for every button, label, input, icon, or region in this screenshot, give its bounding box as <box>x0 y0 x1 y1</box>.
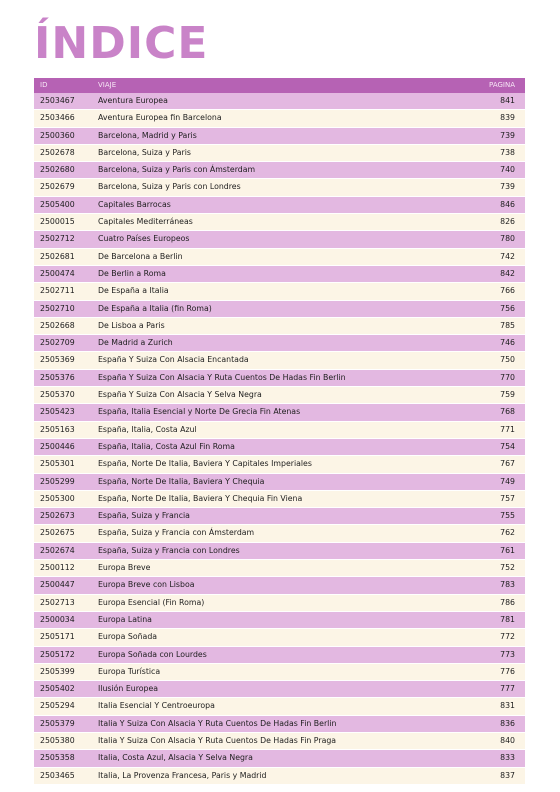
table-row <box>34 542 525 559</box>
row-page: 759 <box>455 387 525 404</box>
row-page: 777 <box>455 681 525 698</box>
row-id: 2505379 <box>34 715 98 732</box>
row-trip: Europa Esencial (Fin Roma) <box>98 594 455 611</box>
row-id: 2500474 <box>34 265 98 282</box>
row-id: 2505301 <box>34 456 98 473</box>
row-page: 750 <box>455 352 525 369</box>
table-row <box>34 335 525 352</box>
row-trip: España, Italia Esencial y Norte De Grecia Fin Atenas <box>98 404 455 421</box>
table-row <box>34 248 525 265</box>
table-row <box>34 473 525 490</box>
row-trip: España Y Suiza Con Alsacia Y Selva Negra <box>98 387 455 404</box>
row-trip: Italia, Costa Azul, Alsacia Y Selva Negra <box>98 750 455 767</box>
row-id: 2502712 <box>34 231 98 248</box>
row-id: 2505300 <box>34 490 98 507</box>
row-page: 770 <box>455 369 525 386</box>
row-id: 2502674 <box>34 542 98 559</box>
table-body <box>34 93 525 784</box>
row-trip: De Barcelona a Berlin <box>98 248 455 265</box>
row-id: 2505402 <box>34 681 98 698</box>
column-header-id: ID <box>34 78 98 93</box>
table-row <box>34 698 525 715</box>
row-id: 2500447 <box>34 577 98 594</box>
table-row <box>34 715 525 732</box>
row-trip: Europa Latina <box>98 611 455 628</box>
table-row <box>34 663 525 680</box>
row-page: 739 <box>455 179 525 196</box>
row-id: 2505399 <box>34 663 98 680</box>
row-id: 2502711 <box>34 283 98 300</box>
row-page: 840 <box>455 732 525 749</box>
row-trip: Cuatro Países Europeos <box>98 231 455 248</box>
row-id: 2500360 <box>34 127 98 144</box>
row-trip: España Y Suiza Con Alsacia Encantada <box>98 352 455 369</box>
row-page: 831 <box>455 698 525 715</box>
table-row <box>34 750 525 767</box>
table-row <box>34 179 525 196</box>
row-page: 740 <box>455 162 525 179</box>
row-id: 2505172 <box>34 646 98 663</box>
row-trip: Capitales Barrocas <box>98 196 455 213</box>
row-page: 772 <box>455 629 525 646</box>
row-trip: España, Suiza y Francia con Ámsterdam <box>98 525 455 542</box>
row-trip: Aventura Europea fin Barcelona <box>98 110 455 127</box>
row-page: 833 <box>455 750 525 767</box>
table-row <box>34 490 525 507</box>
row-trip: Aventura Europea <box>98 93 455 110</box>
table-row <box>34 352 525 369</box>
row-id: 2505376 <box>34 369 98 386</box>
row-id: 2505358 <box>34 750 98 767</box>
column-header-page: PAGINA <box>455 78 525 93</box>
table-row <box>34 611 525 628</box>
row-page: 742 <box>455 248 525 265</box>
row-page: 839 <box>455 110 525 127</box>
row-id: 2505163 <box>34 421 98 438</box>
table-row <box>34 646 525 663</box>
row-id: 2505370 <box>34 387 98 404</box>
row-trip: Italia Y Suiza Con Alsacia Y Ruta Cuentos De Hadas Fin Berlin <box>98 715 455 732</box>
table-row <box>34 369 525 386</box>
row-trip: España, Suiza y Francia <box>98 508 455 525</box>
row-page: 746 <box>455 335 525 352</box>
row-page: 752 <box>455 560 525 577</box>
table-row <box>34 577 525 594</box>
row-trip: Barcelona, Madrid y Paris <box>98 127 455 144</box>
row-page: 785 <box>455 317 525 334</box>
row-trip: Ilusión Europea <box>98 681 455 698</box>
row-page: 761 <box>455 542 525 559</box>
row-page: 836 <box>455 715 525 732</box>
row-trip: España, Norte De Italia, Baviera Y Chequia <box>98 473 455 490</box>
row-page: 771 <box>455 421 525 438</box>
row-id: 2505380 <box>34 732 98 749</box>
row-trip: España, Italia, Costa Azul Fin Roma <box>98 438 455 455</box>
table-row <box>34 421 525 438</box>
row-trip: De Lisboa a Paris <box>98 317 455 334</box>
table-row <box>34 300 525 317</box>
row-id: 2505294 <box>34 698 98 715</box>
table-row <box>34 231 525 248</box>
row-page: 768 <box>455 404 525 421</box>
row-id: 2502713 <box>34 594 98 611</box>
row-trip: Europa Breve con Lisboa <box>98 577 455 594</box>
row-trip: Europa Turística <box>98 663 455 680</box>
row-page: 749 <box>455 473 525 490</box>
row-id: 2500112 <box>34 560 98 577</box>
row-page: 841 <box>455 93 525 110</box>
row-trip: Italia, La Provenza Francesa, Paris y Madrid <box>98 767 455 784</box>
row-page: 837 <box>455 767 525 784</box>
row-trip: Barcelona, Suiza y Paris con Ámsterdam <box>98 162 455 179</box>
table-row <box>34 594 525 611</box>
row-page: 842 <box>455 265 525 282</box>
row-page: 846 <box>455 196 525 213</box>
row-trip: España, Suiza y Francia con Londres <box>98 542 455 559</box>
row-trip: Barcelona, Suiza y Paris con Londres <box>98 179 455 196</box>
row-id: 2502678 <box>34 144 98 161</box>
table-row <box>34 681 525 698</box>
row-page: 762 <box>455 525 525 542</box>
table-row <box>34 127 525 144</box>
row-id: 2502680 <box>34 162 98 179</box>
table-row <box>34 438 525 455</box>
row-page: 739 <box>455 127 525 144</box>
row-id: 2502710 <box>34 300 98 317</box>
row-page: 756 <box>455 300 525 317</box>
table-row <box>34 456 525 473</box>
index-table <box>34 78 525 785</box>
row-page: 757 <box>455 490 525 507</box>
row-id: 2502673 <box>34 508 98 525</box>
row-id: 2500015 <box>34 214 98 231</box>
table-row <box>34 144 525 161</box>
row-page: 754 <box>455 438 525 455</box>
row-page: 776 <box>455 663 525 680</box>
row-id: 2502709 <box>34 335 98 352</box>
row-page: 826 <box>455 214 525 231</box>
row-id: 2503467 <box>34 93 98 110</box>
row-trip: Italia Esencial Y Centroeuropa <box>98 698 455 715</box>
row-trip: De Berlin a Roma <box>98 265 455 282</box>
row-trip: Barcelona, Suiza y Paris <box>98 144 455 161</box>
table-row <box>34 560 525 577</box>
row-trip: De España a Italia <box>98 283 455 300</box>
row-trip: España, Norte De Italia, Baviera Y Capitales Imperiales <box>98 456 455 473</box>
row-page: 738 <box>455 144 525 161</box>
table-row <box>34 110 525 127</box>
row-id: 2505171 <box>34 629 98 646</box>
row-id: 2502679 <box>34 179 98 196</box>
row-trip: Italia Y Suiza Con Alsacia Y Ruta Cuentos De Hadas Fin Praga <box>98 732 455 749</box>
page-title: ÍNDICE <box>34 18 209 69</box>
row-id: 2505299 <box>34 473 98 490</box>
row-id: 2500034 <box>34 611 98 628</box>
table-row <box>34 732 525 749</box>
row-trip: España, Italia, Costa Azul <box>98 421 455 438</box>
row-id: 2502668 <box>34 317 98 334</box>
table-row <box>34 508 525 525</box>
table-row <box>34 214 525 231</box>
table-row <box>34 387 525 404</box>
row-trip: Europa Breve <box>98 560 455 577</box>
row-page: 781 <box>455 611 525 628</box>
table-row <box>34 265 525 282</box>
table-row <box>34 317 525 334</box>
row-trip: Europa Soñada con Lourdes <box>98 646 455 663</box>
table-row <box>34 162 525 179</box>
row-id: 2502675 <box>34 525 98 542</box>
row-page: 786 <box>455 594 525 611</box>
row-id: 2505400 <box>34 196 98 213</box>
row-page: 755 <box>455 508 525 525</box>
row-trip: España Y Suiza Con Alsacia Y Ruta Cuentos De Hadas Fin Berlin <box>98 369 455 386</box>
table-row <box>34 629 525 646</box>
row-page: 773 <box>455 646 525 663</box>
row-id: 2500446 <box>34 438 98 455</box>
row-page: 767 <box>455 456 525 473</box>
row-id: 2505369 <box>34 352 98 369</box>
row-trip: De Madrid a Zurich <box>98 335 455 352</box>
row-id: 2505423 <box>34 404 98 421</box>
row-page: 766 <box>455 283 525 300</box>
row-page: 780 <box>455 231 525 248</box>
row-id: 2503465 <box>34 767 98 784</box>
row-page: 783 <box>455 577 525 594</box>
table-row <box>34 767 525 784</box>
row-trip: De España a Italia (fin Roma) <box>98 300 455 317</box>
column-header-trip: VIAJE <box>98 78 455 93</box>
table-row <box>34 283 525 300</box>
table-row <box>34 196 525 213</box>
row-trip: Capitales Mediterráneas <box>98 214 455 231</box>
table-header-row <box>34 78 525 93</box>
table-row <box>34 93 525 110</box>
row-trip: España, Norte De Italia, Baviera Y Chequia Fin Viena <box>98 490 455 507</box>
table-row <box>34 525 525 542</box>
table-row <box>34 404 525 421</box>
row-trip: Europa Soñada <box>98 629 455 646</box>
row-id: 2503466 <box>34 110 98 127</box>
row-id: 2502681 <box>34 248 98 265</box>
